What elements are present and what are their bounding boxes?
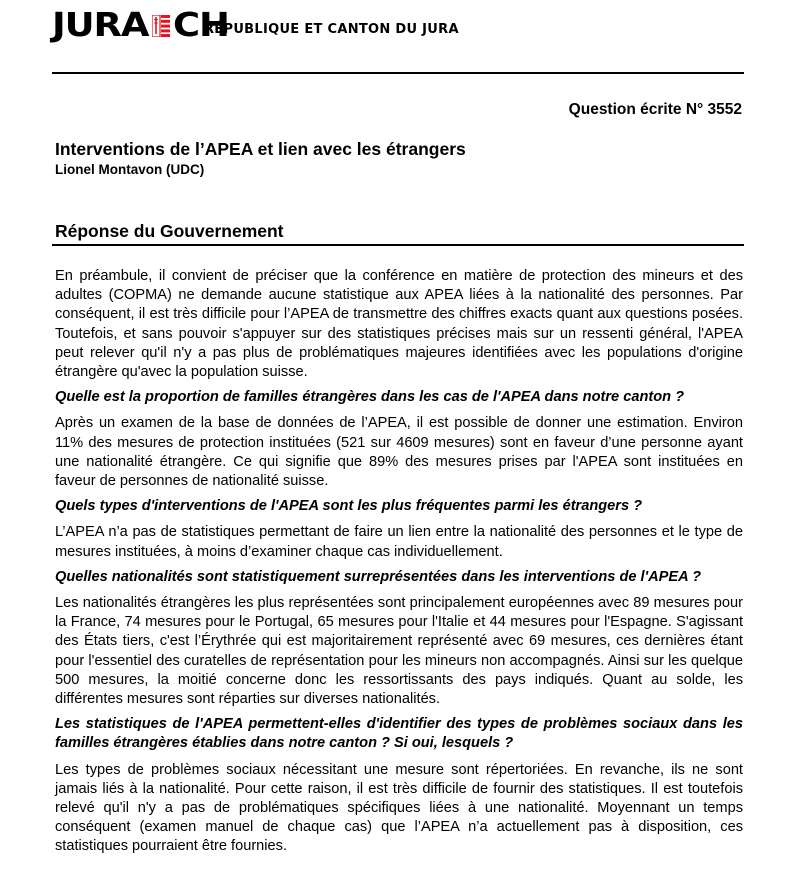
qa-question: Quelle est la proportion de familles étrangères dans les cas de l'APEA dans notre canton ?: [55, 389, 685, 406]
header-subtitle: RÉPUBLIQUE ET CANTON DU JURA: [204, 22, 459, 37]
jura-flag-icon: [152, 15, 170, 37]
qa-question: Les statistiques de l'APEA permettent-elles d'identifier des types de problèmes sociaux dans les familles étrangères établies dans notre canton ? Si oui, lesquels ?: [55, 716, 743, 752]
question-number: Question écrite N° 3552: [568, 101, 742, 118]
jura-ch-logo: [52, 5, 229, 44]
response-title: Réponse du Gouvernement: [55, 221, 284, 241]
response-body: [55, 267, 743, 857]
question-author: Lionel Montavon (UDC): [55, 162, 205, 177]
logo-text-jura: JURA: [52, 5, 149, 44]
question-title: Interventions de l’APEA et lien avec les étrangers: [55, 139, 466, 159]
logo-text-ch: CH: [173, 5, 229, 44]
qa-answer: Après un examen de la base de données de l’APEA, il est possible de donner une estimation. Environ 11% des mesures de protection instituées (521 sur 4609 mesures) sont en faveur d’une personne ayant une nationalité étrangère. Ce qui signifie que 89% des mesures prises par l'APEA sont instituées en faveur de personnes de nationalité suisse.: [55, 415, 743, 490]
page-header: [52, 5, 229, 44]
intro-paragraph: En préambule, il convient de préciser que la conférence en matière de protection des mineurs et des adultes (COPMA) ne demande aucune statistique aux APEA liées à la nationalité des personnes. Par conséquent, il est très difficile pour l’APEA de transmettre des chiffres exacts quant aux questions posées. Toutefois, et sans pouvoir s'appuyer sur des statistiques précises mais sur un ressenti général, l'APEA peut relever qu'il n'y a pas plus de problématiques majeures identifiées avec les populations d'origine étrangère qu'avec la population suisse.: [55, 268, 743, 381]
response-divider: [52, 244, 744, 246]
qa-question: Quels types d'interventions de l'APEA sont les plus fréquentes parmi les étrangers ?: [55, 498, 643, 515]
qa-answer: Les nationalités étrangères les plus représentées sont principalement européennes avec 89 mesures pour la France, 74 mesures pour le Portugal, 65 mesures pour l'Italie et 44 mesures pour l'Espagne. S'agissant des États tiers, c'est l’Érythrée qui est majoritairement représenté avec 69 mesures, ces dernières étant pour l'essentiel des curatelles de représentation pour les mineurs non accompagnés. Ainsi sur les quelque 500 mesures, la moitié concerne donc les ressortissants des pays indiqués. Quant au solde, les différentes mesures sont réparties sur diverses nationalités.: [55, 595, 743, 708]
qa-question: Quelles nationalités sont statistiquement surreprésentées dans les interventions de l'APEA ?: [55, 568, 702, 585]
header-divider: [52, 72, 744, 74]
qa-answer: L’APEA n’a pas de statistiques permettant de faire un lien entre la nationalité des personnes et le type de mesures instituées, à moins d’examiner chaque cas individuellement.: [55, 524, 743, 560]
qa-answer: Les types de problèmes sociaux nécessitant une mesure sont répertoriées. En revanche, ils ne sont jamais liés à la nationalité. Pour cette raison, il est très difficile de fournir des statistiques. Il est toutefois relevé qu'il n'y a pas de problématiques spécifiques liées à une nationalité. Moyennant un temps conséquent (examen manuel de chaque cas) que l’APEA n’a actuellement pas à disposition, ces statistiques pourraient être fournies.: [55, 761, 743, 855]
